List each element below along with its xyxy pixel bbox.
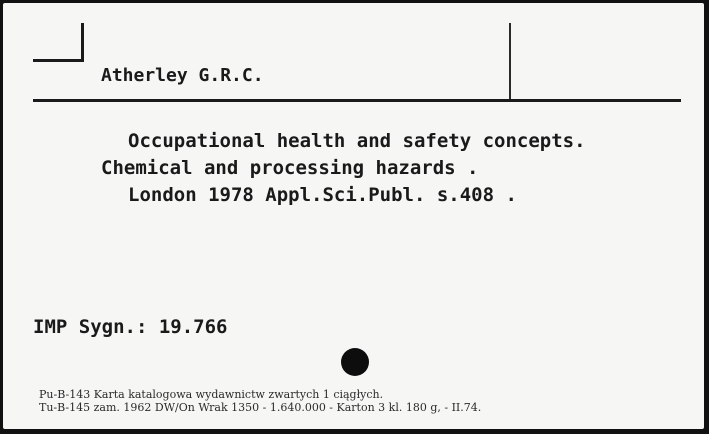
call-number: IMP Sygn.: 19.766 <box>33 316 228 338</box>
corner-mark <box>33 23 84 62</box>
title-line-1: Occupational health and safety concepts. <box>128 130 586 152</box>
punch-hole <box>341 348 369 376</box>
printer-imprint-line-2: Tu-B-145 zam. 1962 DW/On Wrak 1350 - 1.640.000 - Karton 3 kl. 180 g, - II.74. <box>39 401 482 414</box>
printer-imprint-line-1: Pu-B-143 Karta katalogowa wydawnictw zwartych 1 ciągłych. <box>39 388 384 401</box>
catalog-card <box>3 3 704 429</box>
horizontal-rule <box>33 99 681 102</box>
title-line-2: Chemical and processing hazards . <box>101 157 479 179</box>
vertical-rule <box>509 23 511 101</box>
author-name: Atherley G.R.C. <box>101 65 264 86</box>
publication-line: London 1978 Appl.Sci.Publ. s.408 . <box>128 184 517 206</box>
